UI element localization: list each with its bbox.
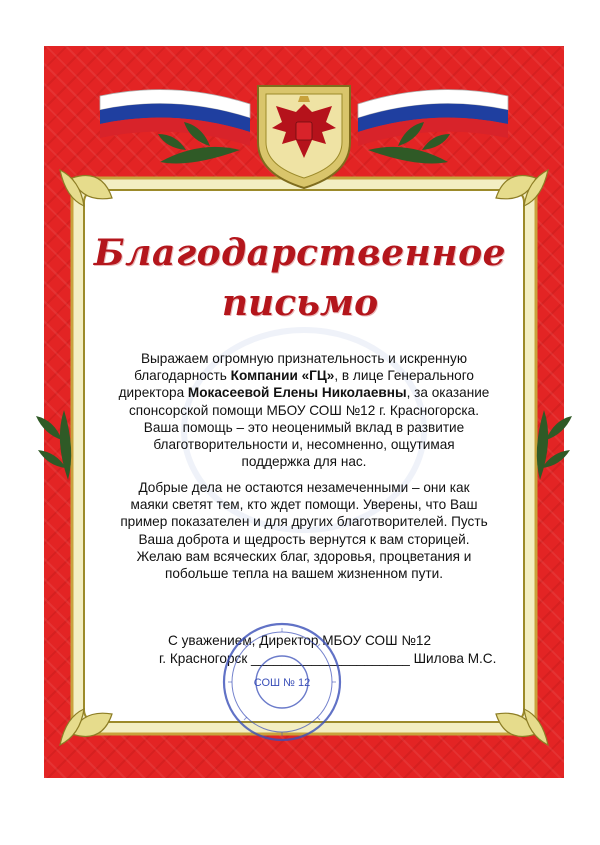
flag-ribbon-right [358, 90, 508, 146]
p1-text-2: , в лице Генерального директора [118, 368, 474, 401]
signature-line-2: г. Красногорск _____________________ Шилова М.С. [159, 651, 497, 666]
paragraph-gratitude [118, 350, 490, 470]
company-name: Компании «ГЦ» [230, 368, 335, 384]
stamp-center-text: СОШ № 12 [253, 677, 311, 689]
flag-ribbon-left [100, 90, 250, 146]
double-headed-eagle-icon [258, 86, 350, 188]
p1-text-1: Выражаем огромную признательность и искренную благодарность [134, 351, 468, 384]
certificate-title: Благодарственное [93, 232, 507, 274]
p1-text-3: , за оказание спонсорской помощи МБОУ СОШ №12 г. Красногорска. Ваша помощь – это неоценимый вклад в развитие благотворительности и, несомненно, ощутимая поддержка для нас. [128, 385, 490, 470]
paragraph-wishes: Добрые дела не остаются незамеченными – они как маяки светят тем, кто ждет помощи. Уверены, что Ваш пример показателен и для других благотворителей. Пусть Ваша доброта и щедрость вернутся к вам сторицей. Желаю вам всяческих благ, здоровья, процветания и побольше тепла на вашем жизненном пути. [120, 480, 488, 582]
director-name: Мокасеевой Елены Николаевны [187, 385, 407, 401]
school-stamp [220, 620, 344, 744]
signature-line-1: С уважением, Директор МБОУ СОШ №12 [168, 633, 432, 648]
certificate-title-line2: письмо [221, 282, 379, 324]
